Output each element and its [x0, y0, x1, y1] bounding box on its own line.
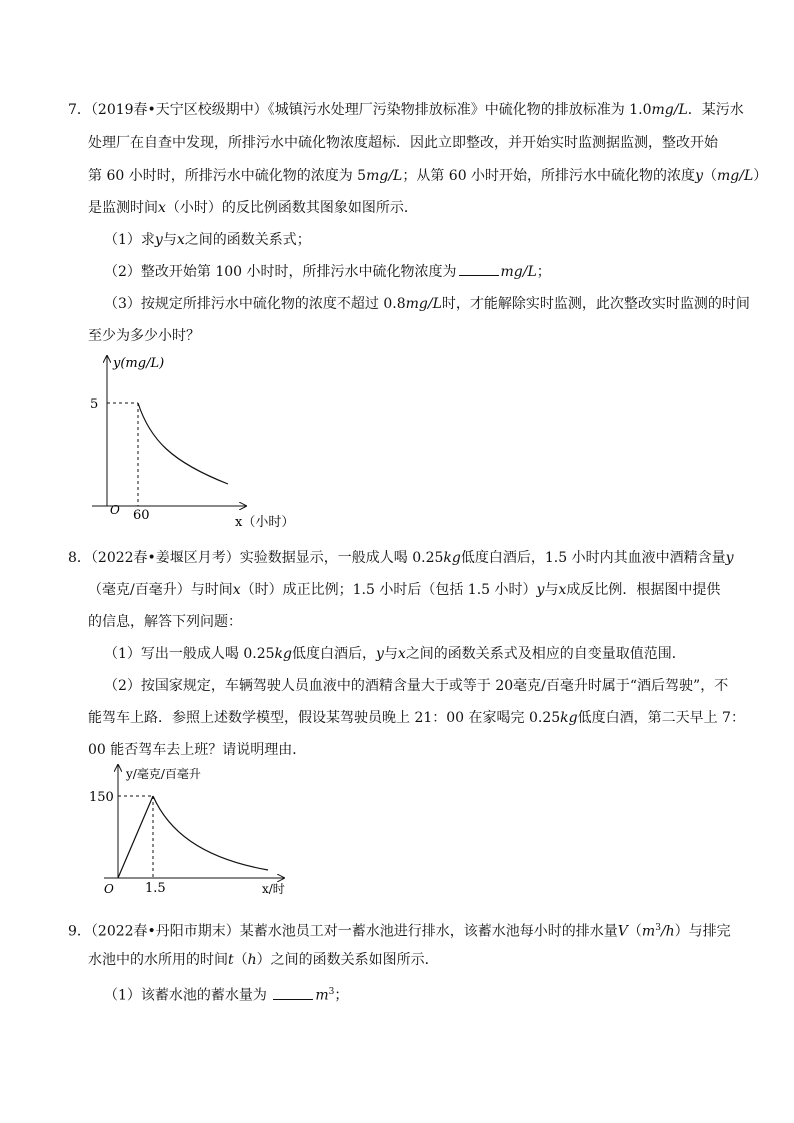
q9-line-1: 9．（2022春•丹阳市期末）某蓄水池员工对一蓄水池进行排水，该蓄水池每小时的排水量$V(m^3/h)$与排完	[68, 923, 731, 940]
q8-line-1: 8．（2022春•姜堰区月考）实验数据显示，一般成人喝 0.25kg低度白酒后，1.5 小时内其血液中酒精含量y	[68, 550, 734, 566]
q8-linear-segment	[118, 796, 153, 878]
q7-ytick: 5	[90, 397, 99, 412]
q8-xtick: 1.5	[145, 881, 166, 896]
q8-ylabel: y/毫克/百毫升	[126, 767, 201, 781]
q7-line-1: 7．（2019春•天宁区校级期中）《城镇污水处理厂污染物排放标准》中硫化物的排放标准为 1.0mg/L．某污水	[68, 102, 744, 118]
q8-origin: O	[104, 882, 114, 896]
q7-curve	[138, 403, 228, 484]
q7-sub-3-cont: 至少为多少小时？	[88, 328, 200, 344]
q8-sub-1: （1）写出一般成人喝 0.25kg低度白酒后，y与x之间的函数关系式及相应的自变量取值范围．	[104, 646, 686, 662]
q8-xlabel: x/时	[262, 882, 285, 896]
q8-curve	[153, 796, 268, 870]
q9-line-2: 水池中的水所用的时间t（h）之间的函数关系如图所示．	[88, 952, 439, 968]
answer-blank	[459, 262, 499, 276]
q7-sub-1: （1）求y与x之间的函数关系式；	[104, 232, 311, 248]
q8-line-3: 的信息，解答下列问题：	[88, 614, 242, 630]
answer-blank	[273, 986, 313, 1000]
q8-sub-2-cont: 能驾车上路．参照上述数学模型，假设某驾驶员晚上 21：00 在家喝完 0.25kg低度白酒，第二天早上 7：	[88, 710, 745, 726]
q7-sub-3: （3）按规定所排污水中硫化物的浓度不超过 0.8mg/L时，才能解除实时监测，此次整改实时监测的时间	[104, 296, 750, 312]
q8-sub-2-end: 00 能否驾车去上班？请说明理由．	[88, 742, 307, 758]
q8-ytick: 150	[89, 790, 114, 805]
q7-line-2: 处理厂在自查中发现，所排污水中硫化物浓度超标．因此立即整改，并开始实时监测据监测，整改开始	[88, 135, 718, 151]
q8-line-2: （毫克/百毫升）与时间x（时）成正比例；1.5 小时后（包括 1.5 小时）y与x成反比例．根据图中提供	[88, 582, 721, 598]
q7-xlabel: x（小时）	[235, 515, 295, 530]
q7-ylabel: y(mg/L)	[113, 356, 165, 371]
q7-line-3: 第 60 小时时，所排污水中硫化物的浓度为 5mg/L；从第 60 小时开始，所排污水中硫化物的浓度y（mg/L）	[88, 168, 768, 184]
q7-xtick: 60	[133, 508, 150, 523]
q7-sub-2: （2）整改开始第 100 小时时，所排污水中硫化物浓度为 mg/L；	[104, 264, 551, 280]
q7-line-4: 是监测时间x（小时）的反比例函数其图象如图所示．	[88, 200, 418, 216]
q8-sub-2: （2）按国家规定，车辆驾驶人员血液中的酒精含量大于或等于 20毫克/百毫升时属于“酒后驾驶”，不	[104, 678, 729, 694]
q7-origin: O	[110, 503, 120, 517]
q9-sub-1: （1）该蓄水池的蓄水量为 $m^3$；	[104, 987, 349, 1004]
